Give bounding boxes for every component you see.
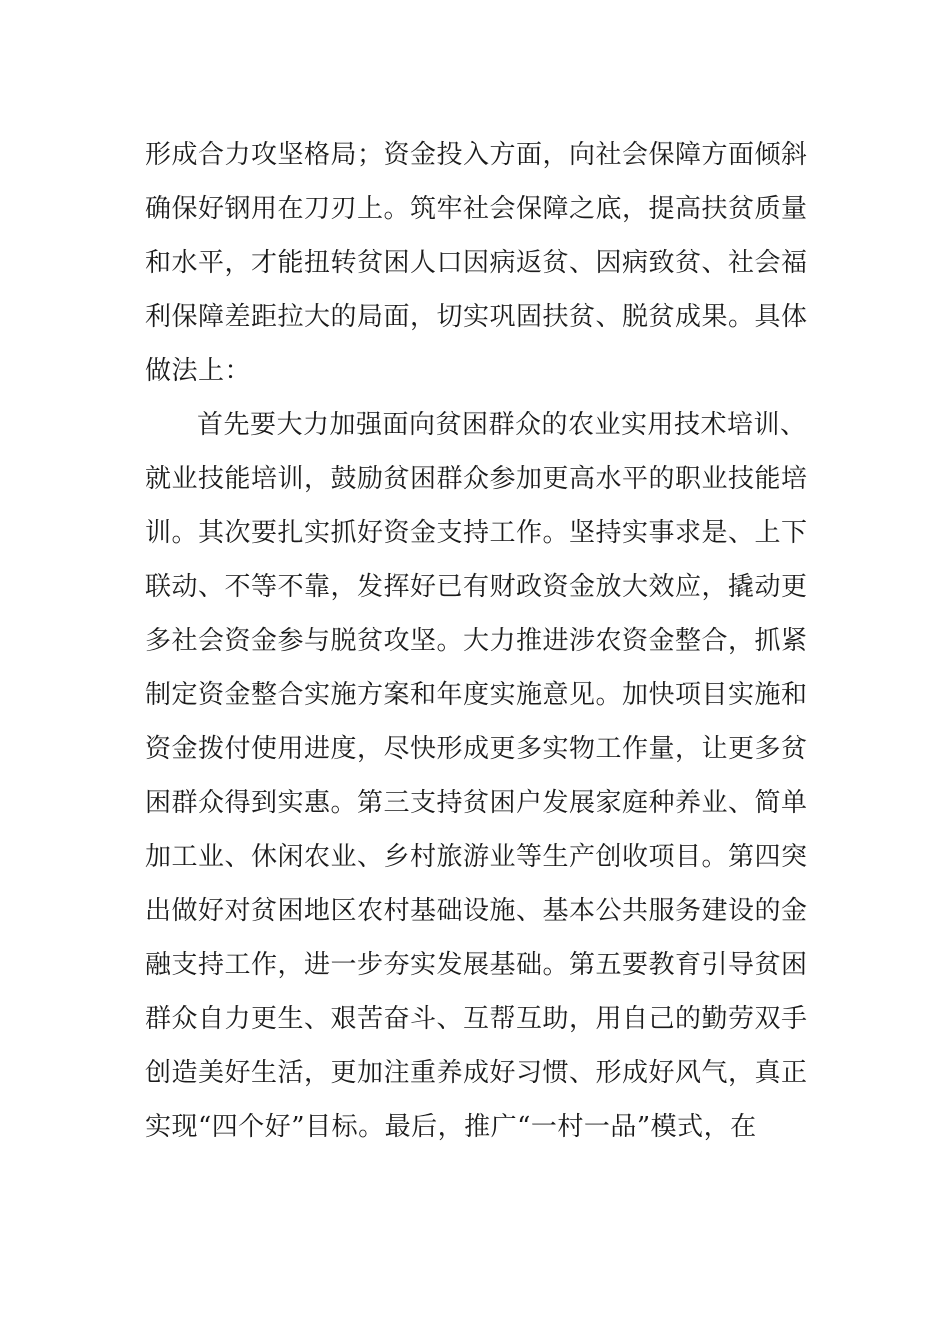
text-line: 做法上： xyxy=(145,356,252,386)
text-line: 联动、不等不靠，发挥好已有财政资金放大效应，撬动更 xyxy=(145,572,808,602)
text-line: 确保好钢用在刀刃上。筑牢社会保障之底，提高扶贫质量 xyxy=(145,194,808,224)
text-line: 融支持工作，进一步夯实发展基础。第五要教育引导贫困 xyxy=(145,950,808,980)
text-line: 利保障差距拉大的局面，切实巩固扶贫、脱贫成果。具体 xyxy=(145,302,808,332)
body-text xyxy=(145,128,810,1154)
text-line: 形成合力攻坚格局；资金投入方面，向社会保障方面倾斜 xyxy=(145,140,808,170)
text-line: 就业技能培训，鼓励贫困群众参加更高水平的职业技能培 xyxy=(145,464,808,494)
text-line: 制定资金整合实施方案和年度实施意见。加快项目实施和 xyxy=(145,680,808,710)
text-line: 资金拨付使用进度，尽快形成更多实物工作量，让更多贫 xyxy=(145,734,808,764)
text-line: 和水平，才能扭转贫困人口因病返贫、因病致贫、社会福 xyxy=(145,248,808,278)
text-line: 训。其次要扎实抓好资金支持工作。坚持实事求是、上下 xyxy=(145,518,808,548)
text-line: 困群众得到实惠。第三支持贫困户发展家庭种养业、简单 xyxy=(145,788,808,818)
paragraph-first-line: 首先要大力加强面向贫困群众的农业实用技术培训、 xyxy=(197,410,807,440)
text-line: 出做好对贫困地区农村基础设施、基本公共服务建设的金 xyxy=(145,896,808,926)
text-line: 加工业、休闲农业、乡村旅游业等生产创收项目。第四突 xyxy=(145,842,808,872)
text-line: 创造美好生活，更加注重养成好习惯、形成好风气，真正 xyxy=(145,1058,808,1088)
text-line: 多社会资金参与脱贫攻坚。大力推进涉农资金整合，抓紧 xyxy=(145,626,808,656)
text-line: 实现“四个好”目标。最后，推广“一村一品”模式，在 xyxy=(145,1112,757,1142)
text-line: 群众自力更生、艰苦奋斗、互帮互助，用自己的勤劳双手 xyxy=(145,1004,808,1034)
